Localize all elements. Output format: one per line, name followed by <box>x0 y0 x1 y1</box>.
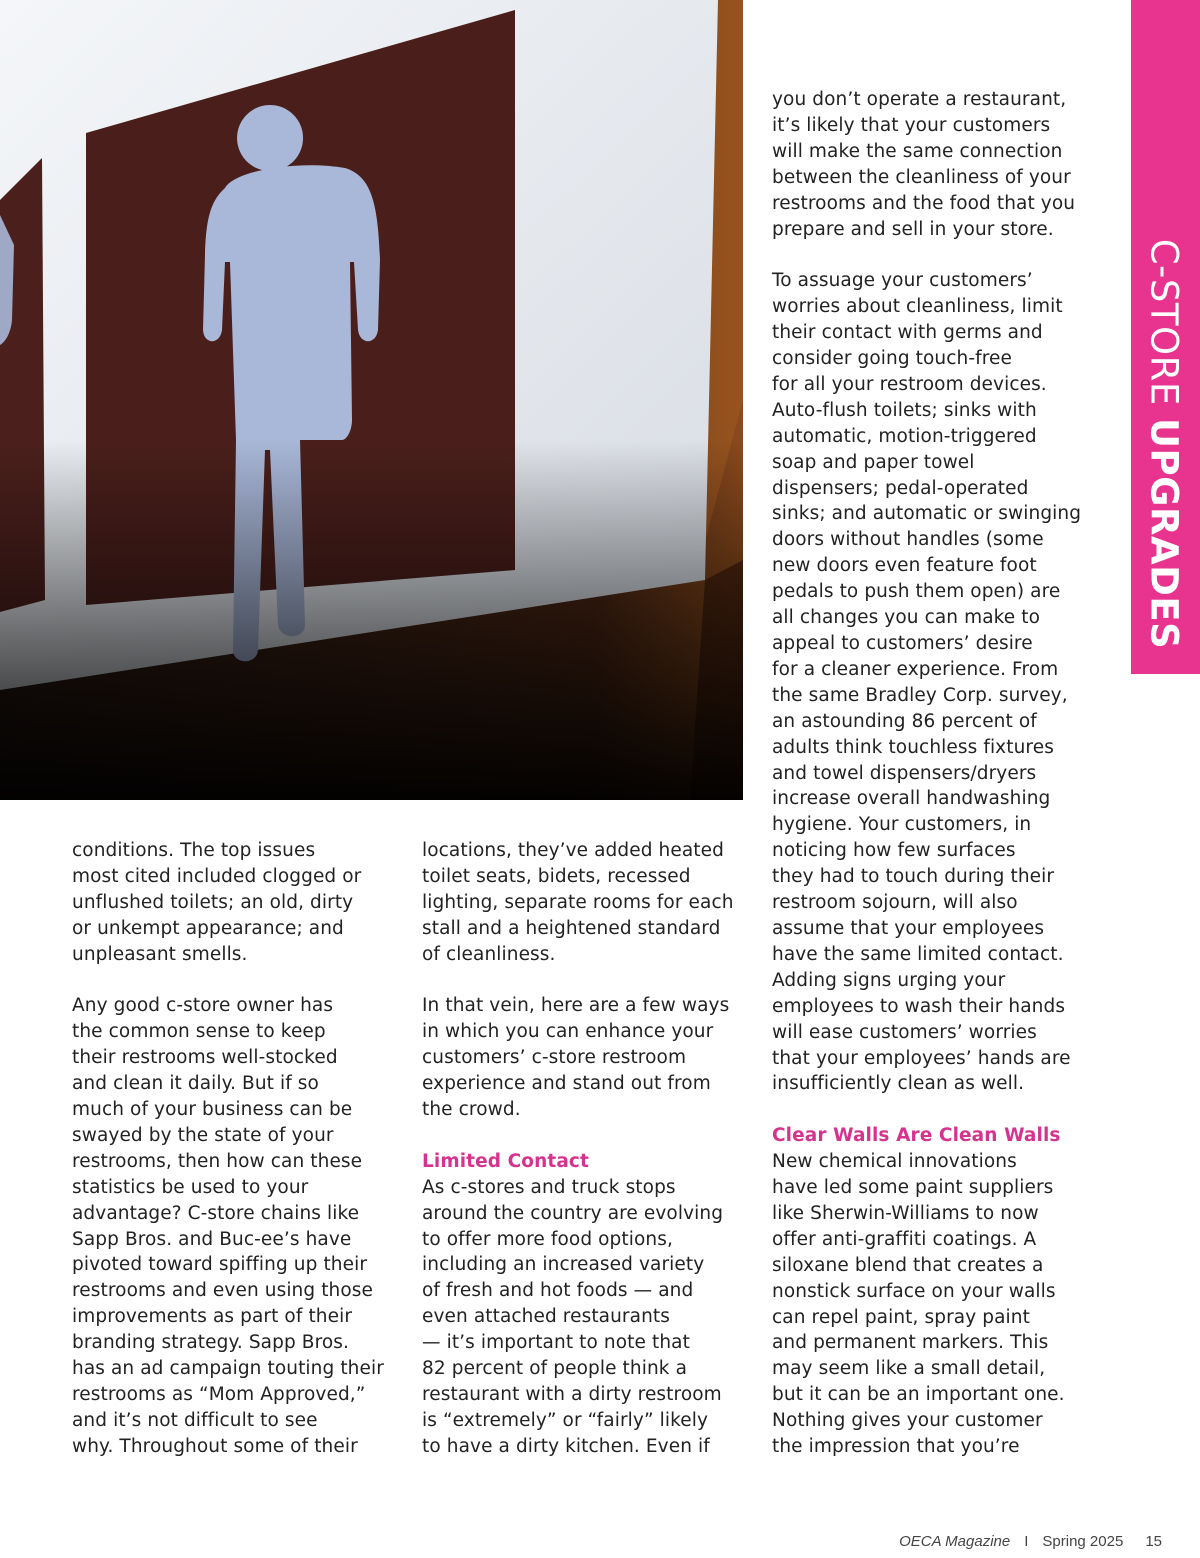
text-line: the same Bradley Corp. survey, <box>772 684 1068 706</box>
text-line: for a cleaner experience. From <box>772 658 1059 680</box>
text-line: like Sherwin-Williams to now <box>772 1202 1039 1224</box>
text-line: siloxane blend that creates a <box>772 1254 1044 1276</box>
text-line: that your employees’ hands are <box>772 1047 1071 1069</box>
subheading-clear-walls: Clear Walls Are Clean Walls <box>772 1125 1061 1147</box>
text-line: and permanent markers. This <box>772 1332 1049 1354</box>
text-line: increase overall handwashing <box>772 788 1051 810</box>
paragraph <box>422 993 752 1123</box>
text-line: has an ad campaign touting their <box>72 1358 384 1380</box>
text-line: worries about cleanliness, limit <box>772 296 1063 318</box>
text-line: and towel dispensers/dryers <box>772 762 1037 784</box>
paragraph <box>772 1149 1102 1460</box>
text-line: most cited included clogged or <box>72 865 362 887</box>
text-line: of fresh and hot foods — and <box>422 1280 694 1302</box>
paragraph <box>772 87 1102 242</box>
text-line: have led some paint suppliers <box>772 1177 1054 1199</box>
mens-restroom-sign-icon <box>0 0 743 800</box>
text-line: Auto-flush toilets; sinks with <box>772 399 1037 421</box>
subheading-limited-contact: Limited Contact <box>422 1150 589 1172</box>
text-line: have the same limited contact. <box>772 943 1064 965</box>
article-column-2 <box>422 838 752 1460</box>
text-line: is “extremely” or “fairly” likely <box>422 1409 709 1431</box>
text-line: As c-stores and truck stops <box>422 1176 676 1198</box>
page-footer <box>899 1533 1162 1550</box>
text-line: to offer more food options, <box>422 1228 673 1250</box>
section-tab-light-text: C-STORE <box>1142 238 1186 418</box>
text-line: even attached restaurants <box>422 1306 670 1328</box>
text-line: can repel paint, spray paint <box>772 1306 1030 1328</box>
article-column-3 <box>772 87 1102 1460</box>
text-line: their restrooms well-stocked <box>72 1047 338 1069</box>
text-line: offer anti-graffiti coatings. A <box>772 1228 1037 1250</box>
issue-date: Spring 2025 <box>1042 1533 1124 1550</box>
text-line: customers’ c-store restroom <box>422 1047 687 1069</box>
text-line: conditions. The top issues <box>72 840 316 861</box>
text-line: restrooms and even using those <box>72 1280 374 1302</box>
text-line: restrooms, then how can these <box>72 1150 363 1172</box>
text-line: — it’s important to note that <box>422 1332 690 1354</box>
text-line: To assuage your customers’ <box>772 270 1033 292</box>
text-line: adults think touchless fixtures <box>772 736 1054 758</box>
restroom-sign-photo <box>0 0 743 800</box>
text-line: hygiene. Your customers, in <box>772 814 1032 836</box>
text-line: employees to wash their hands <box>772 995 1066 1017</box>
text-line: unpleasant smells. <box>72 943 248 965</box>
text-line: they had to touch during their <box>772 866 1055 888</box>
text-line: an astounding 86 percent of <box>772 710 1037 732</box>
text-line: assume that your employees <box>772 917 1045 939</box>
text-line: may seem like a small detail, <box>772 1358 1046 1380</box>
article-column-1 <box>72 838 402 1460</box>
text-line: of cleanliness. <box>422 943 556 965</box>
text-line: you don’t operate a restaurant, <box>772 89 1067 110</box>
section-tab-bold-text: UPGRADES <box>1142 417 1186 650</box>
paragraph <box>422 838 752 968</box>
text-line: appeal to customers’ desire <box>772 633 1033 655</box>
text-line: restaurant with a dirty restroom <box>422 1384 722 1405</box>
text-line: experience and stand out from <box>422 1073 711 1095</box>
section-tab-label <box>1143 239 1186 650</box>
text-line: automatic, motion-triggered <box>772 425 1037 447</box>
text-line: nonstick surface on your walls <box>772 1280 1056 1302</box>
text-line: doors without handles (some <box>772 529 1044 551</box>
text-line: will ease customers’ worries <box>772 1021 1037 1043</box>
text-line: In that vein, here are a few ways <box>422 995 730 1017</box>
paragraph <box>72 993 402 1459</box>
text-line: insufficiently clean as well. <box>772 1073 1025 1095</box>
text-line: sinks; and automatic or swinging <box>772 503 1082 525</box>
text-line: in which you can enhance your <box>422 1021 714 1043</box>
text-line: it’s likely that your customers <box>772 114 1051 136</box>
text-line: noticing how few surfaces <box>772 840 1016 862</box>
footer-separator: I <box>1024 1533 1029 1550</box>
text-line: including an increased variety <box>422 1254 705 1276</box>
text-line: New chemical innovations <box>772 1151 1017 1173</box>
text-line: branding strategy. Sapp Bros. <box>72 1332 350 1354</box>
paragraph <box>772 268 1102 1097</box>
text-line: restrooms as “Mom Approved,” <box>72 1384 366 1406</box>
text-line: prepare and sell in your store. <box>772 218 1054 240</box>
paragraph <box>72 838 402 968</box>
text-line: stall and a heightened standard <box>422 917 721 939</box>
text-line: toilet seats, bidets, recessed <box>422 865 691 887</box>
text-line: but it can be an important one. <box>772 1384 1065 1406</box>
text-line: the crowd. <box>422 1099 521 1121</box>
text-line: lighting, separate rooms for each <box>422 891 734 913</box>
text-line: consider going touch-free <box>772 348 1013 370</box>
text-line: 82 percent of people think a <box>422 1358 688 1380</box>
page-number: 15 <box>1145 1533 1162 1550</box>
text-line: pivoted toward spiffing up their <box>72 1254 368 1276</box>
text-line: for all your restroom devices. <box>772 373 1047 395</box>
text-line: Adding signs urging your <box>772 969 1006 991</box>
text-line: why. Throughout some of their <box>72 1435 358 1457</box>
text-line: improvements as part of their <box>72 1306 353 1328</box>
text-line: dispensers; pedal-operated <box>772 477 1029 499</box>
text-line: swayed by the state of your <box>72 1124 334 1146</box>
paragraph <box>422 1175 752 1460</box>
text-line: to have a dirty kitchen. Even if <box>422 1435 710 1457</box>
text-line: restroom sojourn, will also <box>772 892 1018 914</box>
text-line: new doors even feature foot <box>772 555 1037 577</box>
text-line: or unkempt appearance; and <box>72 917 344 939</box>
text-line: Any good c-store owner has <box>72 995 334 1017</box>
text-line: the common sense to keep <box>72 1021 326 1043</box>
text-line: locations, they’ve added heated <box>422 840 724 861</box>
text-line: between the cleanliness of your <box>772 166 1071 188</box>
text-line: all changes you can make to <box>772 607 1041 629</box>
text-line: restrooms and the food that you <box>772 192 1076 214</box>
text-line: and it’s not difficult to see <box>72 1409 318 1431</box>
text-line: advantage? C-store chains like <box>72 1202 360 1224</box>
text-line: the impression that you’re <box>772 1436 1020 1458</box>
text-line: their contact with germs and <box>772 322 1043 344</box>
magazine-name: OECA Magazine <box>899 1533 1011 1550</box>
text-line: and clean it daily. But if so <box>72 1073 319 1095</box>
text-line: much of your business can be <box>72 1099 353 1121</box>
text-line: statistics be used to your <box>72 1176 309 1198</box>
text-line: around the country are evolving <box>422 1202 724 1224</box>
text-line: will make the same connection <box>772 140 1063 162</box>
text-line: Sapp Bros. and Buc-ee’s have <box>72 1228 352 1250</box>
text-line: pedals to push them open) are <box>772 581 1061 603</box>
text-line: Nothing gives your customer <box>772 1410 1043 1432</box>
text-line: unflushed toilets; an old, dirty <box>72 891 354 913</box>
text-line: soap and paper towel <box>772 451 975 473</box>
